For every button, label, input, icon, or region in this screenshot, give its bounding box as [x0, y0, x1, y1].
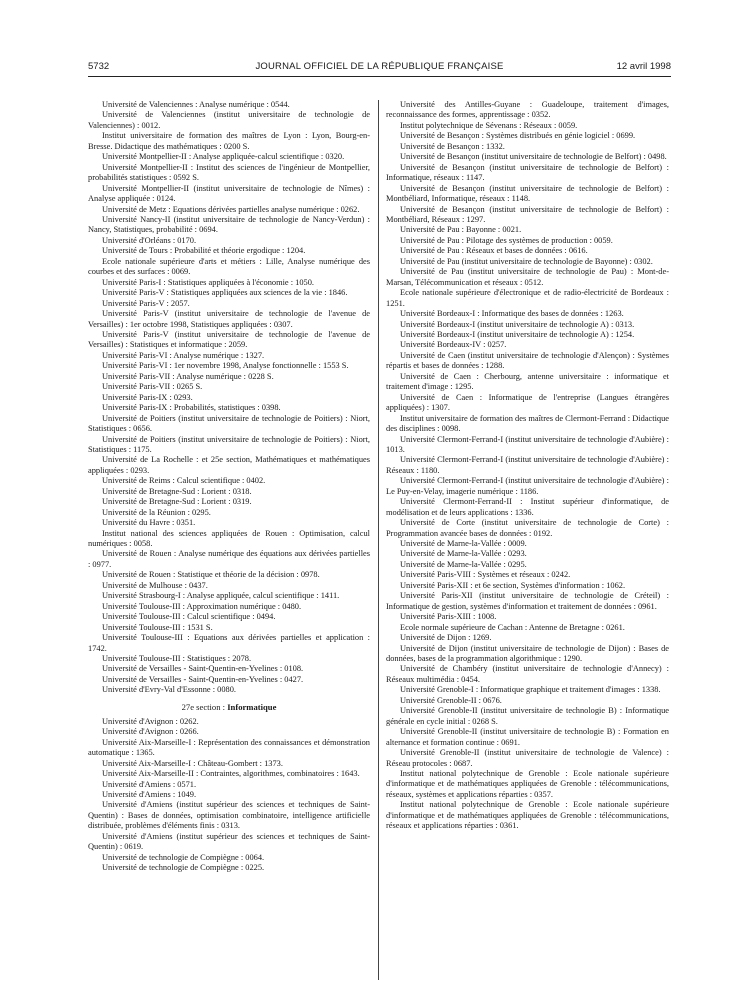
list-item: Université de Poitiers (institut universitaire de technologie de Poitiers) : Niort, Statistiques : 0656.: [88, 413, 370, 434]
list-item: Université Paris-V (institut universitaire de technologie de l'avenue de Versailles) : Statistiques et informatique : 2059.: [88, 329, 370, 350]
section-title: Informatique: [227, 701, 277, 712]
section-number: 27e section :: [181, 701, 228, 712]
list-item: Université Bordeaux-I (institut universitaire de technologie A) : 0313.: [400, 319, 635, 329]
page-number: 5732: [88, 61, 110, 72]
list-item: Université Paris-XIII : 1008.: [400, 612, 497, 622]
list-item: Université de Pau : Réseaux et bases de données : 0616.: [400, 246, 588, 256]
list-item: Université Grenoble-II : 0676.: [400, 695, 502, 705]
list-item: Université Paris-IX : Probabilités, statistiques : 0398.: [102, 403, 281, 413]
list-item: Université de Besançon (institut universitaire de technologie de Belfort) : 0498.: [400, 152, 667, 162]
list-item: Université de Metz : Equations dérivées partielles analyse numérique : 0262.: [102, 204, 360, 214]
list-item: Université Montpellier-II (institut universitaire de technologie de Nîmes) : Analyse appliquée : 0124.: [88, 183, 370, 204]
issue-date: 12 avril 1998: [616, 61, 671, 72]
list-item: Université Paris-IX : 0293.: [102, 392, 193, 402]
list-item: Université de Versailles - Saint-Quentin-en-Yvelines : 0108.: [102, 664, 304, 674]
list-item: Université Toulouse-III : Calcul scientifique : 0494.: [102, 612, 276, 622]
list-item: Université de Rouen : Statistique et théorie de la décision : 0978.: [102, 570, 320, 580]
list-item: Université d'Avignon : 0266.: [102, 727, 199, 737]
list-item: Université d'Amiens : 1049.: [102, 790, 197, 799]
list-item: Université Paris-VI : 1er novembre 1998, Analyse fonctionnelle : 1553 S.: [102, 361, 349, 371]
right-entries: [386, 100, 669, 832]
list-item: Université Toulouse-III : Statistiques : 2078.: [102, 654, 252, 664]
list-item: Université d'Avignon : 0262.: [102, 716, 199, 726]
list-item: Université de Besançon : 1332.: [400, 141, 505, 151]
list-item: Université du Havre : 0351.: [102, 518, 196, 528]
list-item: Institut universitaire de formation des maîtres de Lyon : Lyon, Bourg-en-Bresse. Didactique des mathématiques : 0200 S.: [88, 131, 370, 151]
list-item: Université de Dijon (institut universitaire de technologie de Dijon) : Bases de données, bases de la programmation algorithmique : 1290.: [386, 643, 669, 664]
list-item: Université de Bretagne-Sud : Lorient : 0319.: [102, 497, 252, 507]
list-item: Université de Valenciennes (institut universitaire de technologie de Valenciennes) : 0012.: [88, 110, 370, 130]
list-item: Université de Pau : Bayonne : 0021.: [400, 225, 522, 235]
list-item: Université de Dijon : 1269.: [400, 633, 492, 643]
section-heading: [88, 702, 370, 713]
list-item: Université Bordeaux-I (institut universitaire de technologie A) : 1254.: [400, 329, 635, 339]
list-item: Université Paris-XII : et 6e section, Systèmes d'information : 1062.: [400, 580, 626, 590]
list-item: Université Paris-VI : Analyse numérique : 1327.: [102, 350, 265, 360]
list-item: Université de La Rochelle : et 25e section, Mathématiques et mathématiques appliquées : 0293.: [88, 455, 370, 475]
list-item: Université de Besançon : Systèmes distribués en génie logiciel : 0699.: [400, 131, 636, 141]
list-item: Université Grenoble-II (institut universitaire de technologie de Valence) : Réseau protocoles : 0687.: [386, 748, 669, 768]
list-item: Université Aix-Marseille-I : Château-Gombert : 1373.: [102, 758, 283, 768]
list-item: Université de Versailles - Saint-Quentin-en-Yvelines : 0427.: [102, 674, 304, 684]
list-item: Ecole nationale supérieure d'arts et métiers : Lille, Analyse numérique des courbes et des surfaces : 0069.: [88, 256, 370, 277]
list-item: Université Strasbourg-I : Analyse appliquée, calcul scientifique : 1411.: [102, 591, 340, 601]
list-item: Université Paris-V : 2057.: [102, 298, 190, 308]
list-item: Université Montpellier-II : Institut des sciences de l'ingénieur de Montpellier, probabilités statistiques : 0592 S.: [88, 162, 370, 183]
list-item: Université de Besançon (institut universitaire de technologie de Belfort) : Montbéliard, Réseaux : 1297.: [386, 204, 669, 224]
header-rule: [88, 76, 671, 77]
list-item: Université de Caen : Cherbourg, antenne universitaire : informatique et traitement d'image : 1295.: [386, 371, 669, 392]
list-item: Université Grenoble-I : Informatique graphique et traitement d'images : 1338.: [400, 685, 661, 695]
list-item: Université de Reims : Calcul scientifique : 0402.: [102, 476, 266, 486]
list-item: Université de Pau : Pilotage des systèmes de production : 0059.: [400, 235, 613, 245]
list-item: Université Clermont-Ferrand-I (institut universitaire de technologie d'Aubière) : Réseaux : 1180.: [386, 455, 669, 475]
list-item: Institut national polytechnique de Grenoble : Ecole nationale supérieure d'informatique et de mathématiques appliquées de Grenoble : télécommunications, réseaux et applications réparties : 0361.: [386, 800, 669, 831]
list-item: Institut polytechnique de Sévenans : Réseaux : 0059.: [400, 120, 578, 130]
list-item: Université Paris-I : Statistiques appliquées à l'économie : 1050.: [102, 277, 315, 287]
list-item: Université de Pau (institut universitaire de technologie de Bayonne) : 0302.: [400, 256, 653, 266]
list-item: Université Paris-V : Statistiques appliquées aux sciences de la vie : 1846.: [102, 288, 348, 298]
left-column: [88, 100, 370, 874]
list-item: Université Toulouse-III : Equations aux dérivées partielles et application : 1742.: [88, 633, 370, 653]
list-item: Université des Antilles-Guyane : Guadeloupe, traitement d'images, reconnaissance des formes, apprentissage : 0352.: [386, 100, 669, 120]
list-item: Université de Chambéry (institut universitaire de technologie d'Annecy) : Réseaux multimédia : 0454.: [386, 664, 669, 684]
list-item: Université de Mulhouse : 0437.: [102, 580, 208, 590]
list-item: Université d'Amiens (institut supérieur des sciences et techniques de Saint-Quentin) : Bases de données, optimisation combinatoire, intelligence artificielle distribuée, problèmes d'éléments finis : 0313.: [88, 800, 370, 831]
list-item: Université de Marne-la-Vallée : 0009.: [400, 539, 527, 549]
list-item: Université de Bretagne-Sud : Lorient : 0318.: [102, 486, 252, 496]
list-item: Université de Rouen : Analyse numérique des équations aux dérivées partielles : 0977.: [88, 549, 370, 569]
list-item: Université Montpellier-II : Analyse appliquée-calcul scientifique : 0320.: [102, 152, 345, 162]
list-item: Université Aix-Marseille-II : Contraintes, algorithmes, combinatoires : 1643.: [102, 769, 360, 779]
list-item: Université d'Orléans : 0170.: [102, 235, 197, 245]
list-item: Institut national polytechnique de Grenoble : Ecole nationale supérieure d'informatique et de mathématiques appliquées de Grenoble : télécommunications, réseaux, systèmes et applications réparties : 0357.: [386, 769, 669, 799]
list-item: Université de Marne-la-Vallée : 0295.: [400, 559, 527, 569]
list-item: Université de la Réunion : 0295.: [102, 507, 211, 517]
list-item: Université Nancy-II (institut universitaire de technologie de Nancy-Verdun) : Nancy, Statistiques, probabilité : 0694.: [88, 214, 370, 235]
list-item: Université de Corte (institut universitaire de technologie de Corte) : Programmation avancée bases de données : 0192.: [386, 518, 669, 538]
list-item: Université de Besançon (institut universitaire de technologie de Belfort) : Informatique, réseaux : 1147.: [386, 162, 669, 183]
list-item: Université Paris-VIII : Systèmes et réseaux : 0242.: [400, 570, 571, 580]
list-item: Université Paris-VII : Analyse numérique : 0228 S.: [102, 371, 274, 381]
column-separator: [378, 100, 379, 980]
list-item: Université de Valenciennes : Analyse numérique : 0544.: [102, 100, 290, 109]
list-item: Université Grenoble-II (institut universitaire de technologie B) : Formation en alternance et formation continue : 0691.: [386, 727, 669, 747]
list-item: Université d'Amiens : 0571.: [102, 779, 197, 789]
page-header: [88, 60, 671, 74]
journal-title: JOURNAL OFFICIEL DE LA RÉPUBLIQUE FRANÇAISE: [255, 61, 504, 72]
list-item: Université Toulouse-III : 1531 S.: [102, 622, 213, 632]
list-item: Université de technologie de Compiègne : 0225.: [102, 863, 265, 873]
list-item: Université Grenoble-II (institut universitaire de technologie B) : Informatique générale en cycle initial : 0268 S.: [386, 706, 669, 726]
list-item: Institut national des sciences appliquées de Rouen : Optimisation, calcul numériques : 0058.: [88, 528, 370, 549]
list-item: Université de Besançon (institut universitaire de technologie de Belfort) : Montbéliard, Informatique, réseaux : 1148.: [386, 183, 669, 204]
list-item: Institut universitaire de formation des maîtres de Clermont-Ferrand : Didactique des disciplines : 0098.: [386, 413, 669, 434]
list-item: Université Clermont-Ferrand-I (institut universitaire de technologie d'Aubière) : 1013.: [386, 434, 669, 454]
list-item: Université Toulouse-III : Approximation numérique : 0480.: [102, 601, 302, 611]
list-item: Université Bordeaux-IV : 0257.: [400, 340, 507, 350]
right-column: [386, 100, 669, 832]
list-item: Université Paris-XII (institut universitaire de technologie de Créteil) : Informatique de gestion, systèmes d'information et traitement de données : 0961.: [386, 591, 669, 611]
list-item: Université de Caen : Informatique de l'entreprise (Langues étrangères appliquées) : 1307.: [386, 392, 669, 413]
left-entries-before: [88, 100, 370, 696]
list-item: Université de Marne-la-Vallée : 0293.: [400, 549, 527, 559]
list-item: Université Paris-V (institut universitaire de technologie de l'avenue de Versailles) : 1er octobre 1998, Statistiques appliquées : 0307.: [88, 309, 370, 329]
list-item: Université de Pau (institut universitaire de technologie de Pau) : Mont-de-Marsan, Télécommunication et réseaux : 0512.: [386, 267, 669, 287]
list-item: Université Paris-VII : 0265 S.: [102, 382, 203, 392]
list-item: Université de Poitiers (institut universitaire de technologie de Poitiers) : Niort, Statistiques : 1175.: [88, 434, 370, 454]
list-item: Université de Tours : Probabilité et théorie ergodique : 1204.: [102, 246, 306, 256]
list-item: Ecole nationale supérieure d'électronique et de radio-électricité de Bordeaux : 1251.: [386, 288, 669, 308]
list-item: Université de technologie de Compiègne : 0064.: [102, 852, 265, 862]
list-item: Université Bordeaux-I : Informatique des bases de données : 1263.: [400, 309, 624, 319]
list-item: Ecole normale supérieure de Cachan : Antenne de Bretagne : 0261.: [400, 622, 625, 632]
left-entries-after: [88, 717, 370, 874]
list-item: Université de Caen (institut universitaire de technologie d'Alençon) : Systèmes répartis et bases de données : 1288.: [386, 350, 669, 371]
list-item: Université Clermont-Ferrand-I (institut universitaire de technologie d'Aubière) : Le Puy-en-Velay, imagerie numérique : 1186.: [386, 476, 669, 496]
list-item: Université d'Amiens (institut supérieur des sciences et techniques de Saint-Quentin) : 0619.: [88, 831, 370, 852]
list-item: Université d'Evry-Val d'Essonne : 0080.: [102, 685, 236, 695]
list-item: Université Aix-Marseille-I : Représentation des connaissances et démonstration automatique : 1365.: [88, 737, 370, 758]
list-item: Université Clermont-Ferrand-II : Institut supérieur d'informatique, de modélisation et de leurs applications : 1336.: [386, 497, 669, 517]
